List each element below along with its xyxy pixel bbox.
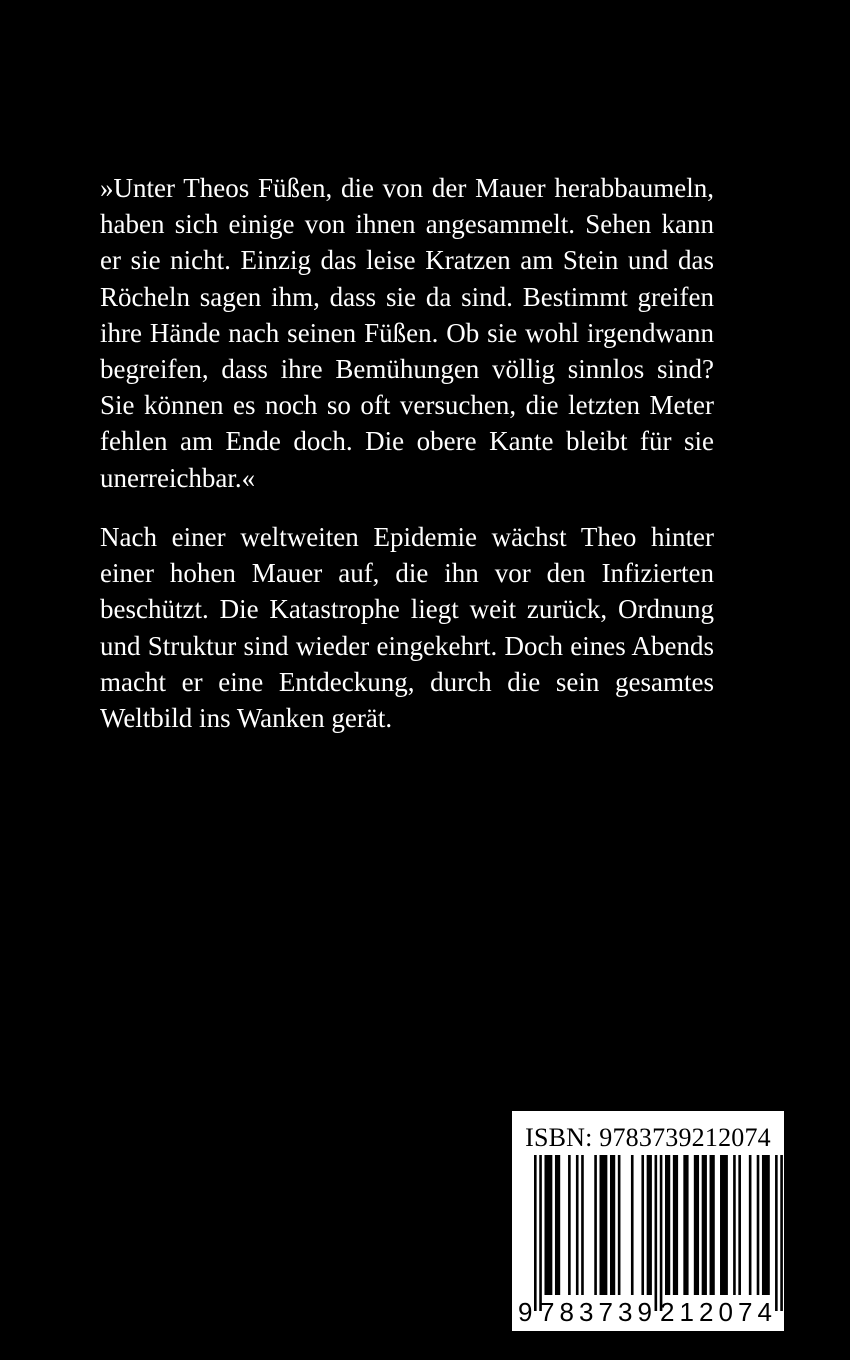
barcode-bar: [665, 1155, 670, 1295]
barcode-bar: [673, 1155, 678, 1295]
barcode-bar: [655, 1155, 658, 1311]
isbn-label: ISBN: 9783739212074: [525, 1123, 771, 1152]
barcode-bar: [534, 1155, 537, 1311]
barcode-bar: [775, 1155, 778, 1311]
barcode-bar: [710, 1155, 715, 1295]
barcode-digits: [518, 1297, 772, 1327]
barcode-bar: [762, 1155, 770, 1295]
barcode-bar: [594, 1155, 597, 1295]
barcode-bar: [544, 1155, 552, 1295]
barcode-bar: [647, 1155, 652, 1295]
barcode-bar: [641, 1155, 644, 1295]
barcode-bar: [631, 1155, 634, 1295]
barcode-bar: [694, 1155, 699, 1295]
barcode-bar: [568, 1155, 571, 1295]
barcode-bar: [581, 1155, 584, 1295]
barcode-bar: [749, 1155, 752, 1295]
barcode-bar: [780, 1155, 783, 1311]
barcode-digits-right: 212074: [660, 1297, 772, 1327]
barcode-graphic: [512, 1111, 784, 1331]
barcode-bar: [683, 1155, 688, 1295]
barcode-bar: [702, 1155, 707, 1295]
barcode-bar: [660, 1155, 663, 1311]
barcode-bar: [539, 1155, 542, 1311]
isbn-barcode: [512, 1111, 784, 1331]
barcode-digit-lead: 9: [518, 1297, 533, 1327]
barcode-bar: [757, 1155, 760, 1295]
barcode-bar: [738, 1155, 741, 1295]
barcode-bar: [618, 1155, 621, 1295]
blurb-synopsis: Nach einer weltweiten Epidemie wächst Theo hinter einer hohen Mauer auf, die ihn vor den Infizierten beschützt. Die Katastrophe liegt weit zurück, Ordnung und Struktur sind wieder eingekehrt. Doch eines Abends macht er eine Entdeckung, durch die sein gesamtes Weltbild ins Wanken gerät.: [100, 522, 714, 734]
barcode-bar: [733, 1155, 736, 1295]
barcode-bar: [576, 1155, 579, 1295]
blurb-quote: »Unter Theos Füßen, die von der Mauer herabbaumeln, haben sich einige von ihnen angesammelt. Sehen kann er sie nicht. Einzig das leise Kratzen am Stein und das Röcheln sagen ihm, dass sie da sind. Bestimmt greifen ihre Hände nach seinen Füßen. Ob sie wohl irgendwann begreifen, dass ihre Bemühungen völlig sinnlos sind? Sie können es noch so oft versuchen, die letzten Meter fehlen am Ende doch. Die obere Kante bleibt für sie unerreichbar.«: [100, 173, 714, 493]
barcode-bars: [534, 1155, 783, 1311]
barcode-bar: [720, 1155, 728, 1295]
barcode-digits-left: 783739: [540, 1297, 652, 1327]
barcode-bar: [555, 1155, 560, 1295]
barcode-bar: [610, 1155, 615, 1295]
barcode-bar: [600, 1155, 608, 1295]
